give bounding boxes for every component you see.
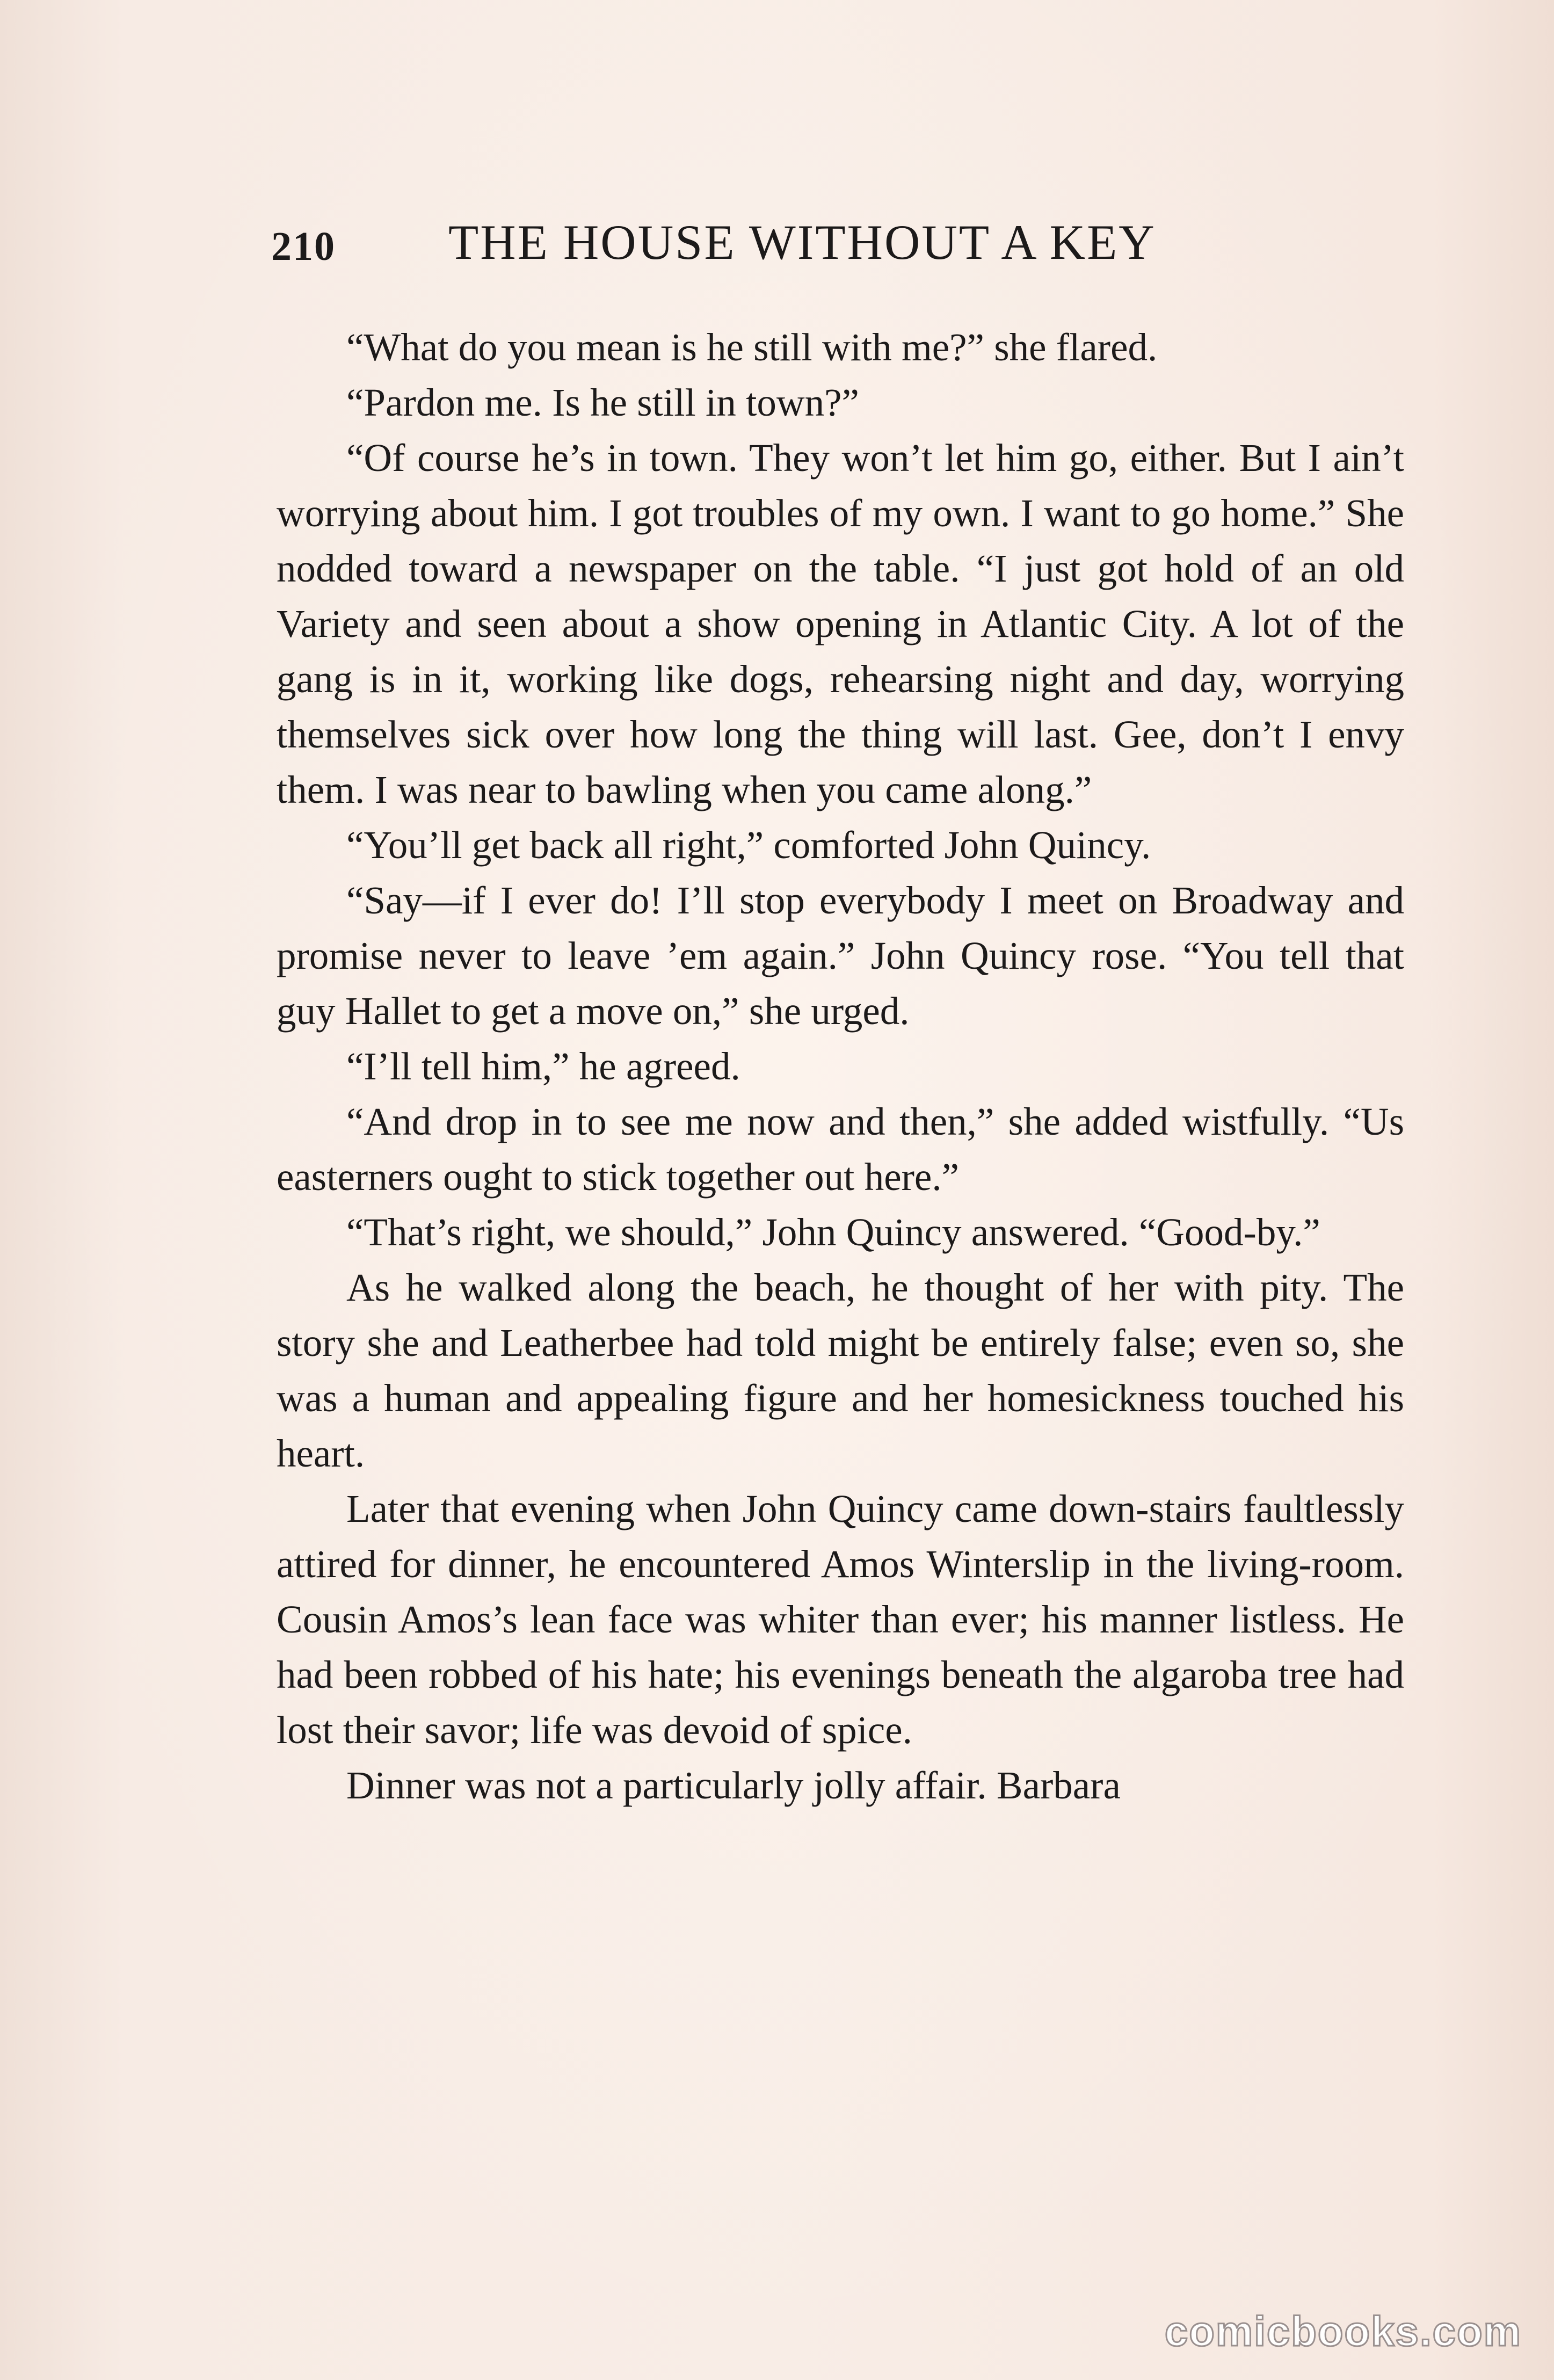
paragraph-8: “That’s right, we should,” John Quincy answered. “Good-by.” bbox=[346, 1210, 1320, 1254]
book-title: THE HOUSE WITHOUT A KEY bbox=[448, 215, 1156, 270]
paragraph-11: Dinner was not a particularly jolly affair. Barbara bbox=[346, 1764, 1121, 1807]
paragraph-10: Later that evening when John Quincy came down-stairs faultlessly attired for dinner, he encountered Amos Winterslip in the living-room. Cousin Amos’s lean face was whiter than ever; his manner listless. He had been robbed of his hate; his evenings beneath the algaroba tree had lost their savor; life was devoid of spice. bbox=[277, 1487, 1404, 1752]
paragraph-5: “Say—if I ever do! I’ll stop everybody I meet on Broadway and promise never to leave ’em again.” John Quincy rose. “You tell that guy Hallet to get a move on,” she urged. bbox=[277, 879, 1404, 1033]
running-head bbox=[271, 214, 1399, 278]
paragraph-9: As he walked along the beach, he thought of her with pity. The story she and Leatherbee had told might be entirely false; even so, she was a human and appealing figure and her homesickness touched his heart. bbox=[277, 1266, 1404, 1475]
paragraph-7: “And drop in to see me now and then,” she added wistfully. “Us easterners ought to stick together out here.” bbox=[277, 1100, 1404, 1199]
paragraph-3: “Of course he’s in town. They won’t let him go, either. But I ain’t worrying about him. I got troubles of my own. I want to go home.” She nodded toward a newspaper on the table. “I just got hold of an old Variety and seen about a show opening in Atlantic City. A lot of the gang is in it, working like dogs, rehearsing night and day, worrying themselves sick over how long the thing will last. Gee, don’t I envy them. I was near to bawling when you came along.” bbox=[277, 436, 1404, 811]
watermark: comicbooks.com bbox=[1164, 2308, 1522, 2355]
paragraph-2: “Pardon me. Is he still in town?” bbox=[346, 381, 859, 424]
paragraph-1: “What do you mean is he still with me?” she flared. bbox=[346, 325, 1158, 369]
paragraph-4: “You’ll get back all right,” comforted John Quincy. bbox=[346, 823, 1151, 867]
paragraph-6: “I’ll tell him,” he agreed. bbox=[346, 1044, 740, 1088]
body-text bbox=[277, 320, 1404, 1813]
page-number: 210 bbox=[271, 224, 336, 269]
